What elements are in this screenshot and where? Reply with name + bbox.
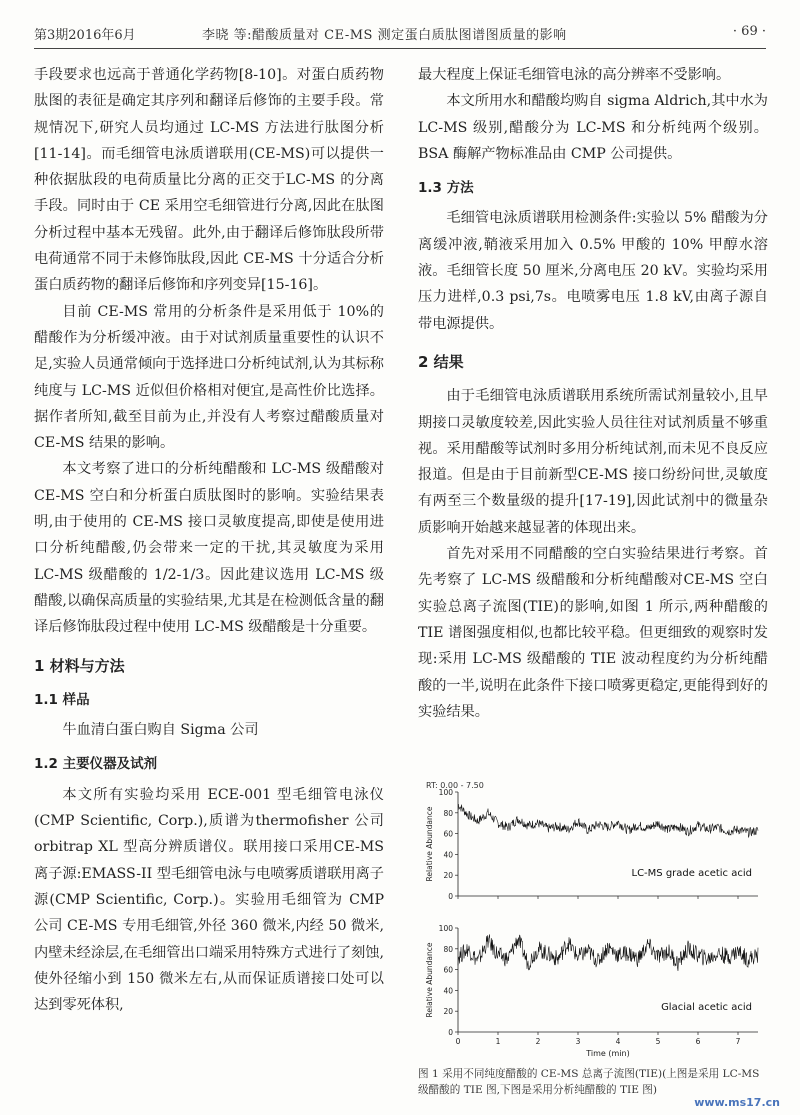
panel-title: Glacial acetic acid — [661, 1002, 752, 1013]
paragraph: 本文所有实验均采用 ECE-001 型毛细管电泳仪(CMP Scientific, Corp.),质谱为thermofisher 公司 orbitrap XL 型高分辨质谱仪。联用接口采用CE-MS 离子源:EMASS-II 型毛细管电泳与电喷雾质谱联用离子源(CMP Scientific, Corp.)。实验用毛细管为 CMP 公司 CE-MS 专用毛细管,外径 360 微米,内经 50 微米,内壁未经涂层,在毛细管出口端采用特殊方式进行了刻蚀,使外径缩小到 150 微米左右,从而保证质谱接口处可以达到零死体积, — [34, 786, 384, 1014]
rt-range-label: RT: 0.00 - 7.50 — [426, 781, 484, 790]
x-axis-label: Time (min) — [586, 1049, 630, 1058]
y-tick-label: 80 — [443, 808, 453, 818]
y-tick-label: 0 — [448, 892, 453, 901]
journal-issue: 第3期2016年6月 — [34, 28, 136, 43]
figure-1 — [418, 778, 768, 1068]
subsection-heading: 1.2 主要仪器及试剂 — [34, 756, 158, 773]
right-column — [418, 62, 768, 725]
y-tick-label: 0 — [448, 1028, 453, 1037]
paragraph: 本文考察了进口的分析纯醋酸和 LC-MS 级醋酸对 CE-MS 空白和分析蛋白质肽图时的影响。实验结果表明,由于使用的 CE-MS 接口灵敏度提高,即使是使用进口分析纯醋酸,仍会带来一定的干扰,其灵敏度为采用 LC-MS 级醋酸的 1/2-1/3。因此建议选用 LC-MS 级醋酸,以确保高质量的实验结果,尤其是在检测低含量的翻译后修饰肽段过程中使用 LC-MS 级醋酸是十分重要。 — [34, 461, 384, 636]
y-tick-label: 80 — [443, 944, 453, 954]
y-tick-label: 40 — [443, 850, 453, 860]
panel-title: LC-MS grade acetic acid — [631, 868, 752, 879]
paragraph: 本文所用水和醋酸均购自 sigma Aldrich,其中水为 LC-MS 级别,醋酸分为 LC-MS 和分析纯两个级别。BSA 酶解产物标准品由 CMP 公司提供。 — [418, 93, 768, 162]
x-tick-label: 2 — [535, 1037, 541, 1046]
paragraph: 目前 CE-MS 常用的分析条件是采用低于 10%的醋酸作为分析缓冲液。由于对试剂质量重要性的认识不足,实验人员通常倾向于选择进口分析纯试剂,认为其标称纯度与 LC-MS 近似但价格相对便宜,是高性价比选择。据作者所知,截至目前为止,并没有人考察过醋酸质量对 CE-MS 结果的影响。 — [34, 303, 384, 452]
y-tick-label: 100 — [438, 788, 453, 797]
tie-chromatograms — [418, 778, 768, 1068]
paragraph: 毛细管电泳质谱联用检测条件:实验以 5% 醋酸为分离缓冲液,鞘液采用加入 0.5% 甲酸的 10% 甲醇水溶液。毛细管长度 50 厘米,分离电压 20 kV。实验均采用压力进样,0.3 psi,7s。电喷雾电压 1.8 kV,由离子源自带电源提供。 — [418, 210, 768, 332]
y-tick-label: 100 — [438, 924, 453, 933]
y-axis-label: Relative Abundance — [425, 942, 434, 1018]
figure-caption: 图 1 采用不同纯度醋酸的 CE-MS 总离子流图(TIE)(上图是采用 LC-MS 级醋酸的 TIE 图,下图是采用分析纯醋酸的 TIE 图) — [418, 1068, 760, 1096]
paragraph: 手段要求也远高于普通化学药物[8-10]。对蛋白质药物肽图的表征是确定其序列和翻译后修饰的主要手段。常规情况下,研究人员均通过 LC-MS 方法进行肽图分析[11-14]。而毛细管电泳质谱联用(CE-MS)可以提供一种依据肽段的电荷质量比分离的正交于LC-MS 的分离手段。同时由于 CE 采用空毛细管进行分离,因此在肽图分析过程中基本无残留。此外,由于翻译后修饰肽段所带电荷通常不同于未修饰肽段,因此 CE-MS 十分适合分析蛋白质药物的翻译后修饰和序列变异[15-16]。 — [34, 67, 384, 294]
paragraph: 牛血清白蛋白购自 Sigma 公司 — [62, 722, 259, 739]
left-column — [34, 62, 384, 1018]
y-tick-label: 60 — [443, 829, 453, 839]
paragraph: 最大程度上保证毛细管电泳的高分辨率不受影响。 — [418, 67, 731, 83]
x-tick-label: 5 — [655, 1037, 661, 1046]
y-tick-label: 40 — [443, 986, 453, 996]
x-tick-label: 6 — [695, 1037, 701, 1046]
x-tick-label: 0 — [455, 1037, 461, 1046]
x-tick-label: 4 — [615, 1037, 621, 1046]
subsection-heading: 1.3 方法 — [418, 180, 474, 197]
y-tick-label: 60 — [443, 965, 453, 975]
section-heading: 1 材料与方法 — [34, 656, 125, 675]
tie-series-line — [458, 804, 758, 837]
watermark: www.ms17.cn — [694, 1096, 780, 1109]
subsection-heading: 1.1 样品 — [34, 691, 90, 708]
running-header — [34, 20, 766, 44]
y-axis-label: Relative Abundance — [425, 806, 434, 882]
page-number: · 69 · — [732, 24, 766, 39]
x-tick-label: 3 — [575, 1037, 581, 1046]
y-tick-label: 20 — [443, 1007, 453, 1017]
section-heading: 2 结果 — [418, 352, 464, 371]
x-tick-label: 7 — [735, 1037, 741, 1046]
tie-series-line — [458, 934, 758, 971]
header-rule — [34, 48, 766, 49]
paragraph: 首先对采用不同醋酸的空白实验结果进行考察。首先考察了 LC-MS 级醋酸和分析纯醋酸对CE-MS 空白实验总离子流图(TIE)的影响,如图 1 所示,两种醋酸的 TIE 谱图强度相似,也都比较平稳。但更细致的观察时发现:采用 LC-MS 级醋酸的 TIE 波动程度约为分析纯醋酸的一半,说明在此条件下接口喷雾更稳定,更能得到好的实验结果。 — [418, 546, 768, 720]
running-title: 李晓 等:醋酸质量对 CE-MS 测定蛋白质肽图谱图质量的影响 — [202, 28, 567, 43]
paragraph: 由于毛细管电泳质谱联用系统所需试剂量较小,且早期接口灵敏度较差,因此实验人员往往对试剂质量不够重视。采用醋酸等试剂时多用分析纯试剂,而未见不良反应报道。但是由于目前新型CE-MS 接口纷纷问世,灵敏度有两至三个数量级的提升[17-19],因此试剂中的微量杂质影响开始越来越显著的体现出来。 — [418, 388, 768, 536]
x-tick-label: 1 — [495, 1037, 501, 1046]
y-tick-label: 20 — [443, 871, 453, 881]
